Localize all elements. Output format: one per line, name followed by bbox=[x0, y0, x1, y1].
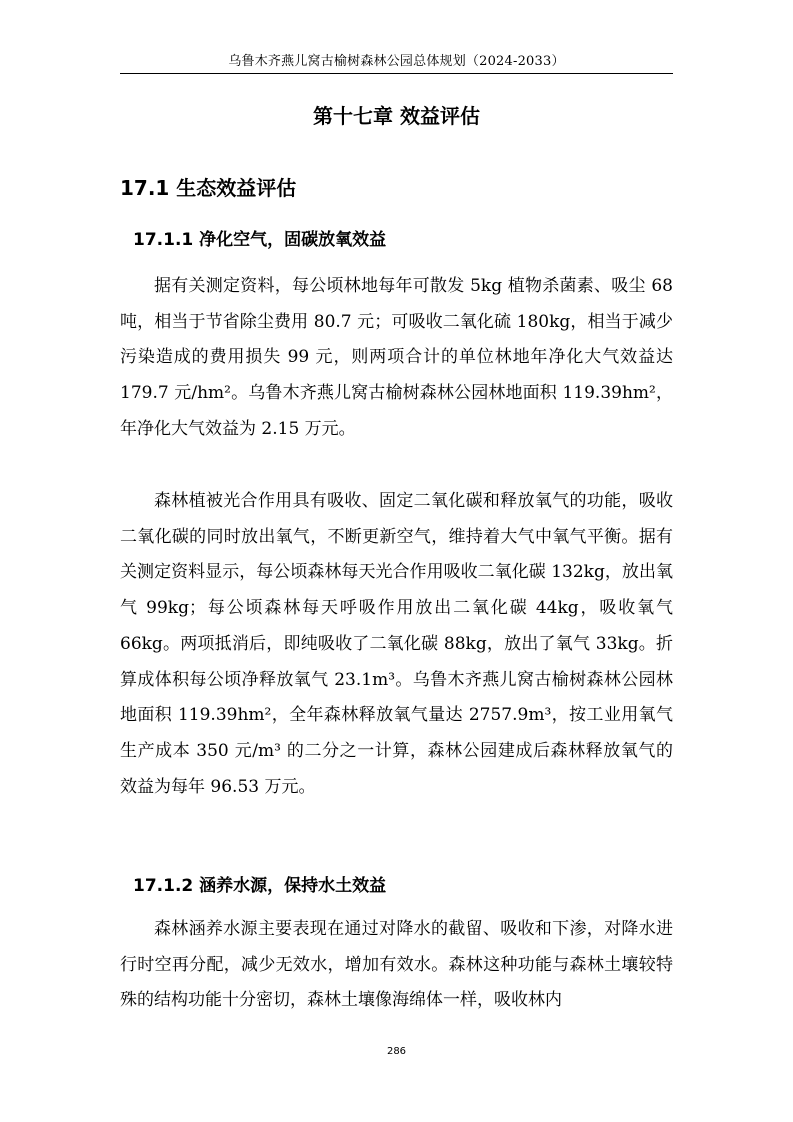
subsection-title-2: 17.1.2 涵养水源，保持水土效益 bbox=[133, 876, 387, 896]
subsection-title-1: 17.1.1 净化空气，固碳放氧效益 bbox=[133, 230, 387, 250]
page-number: 286 bbox=[386, 1046, 407, 1057]
paragraph: 森林植被光合作用具有吸收、固定二氧化碳和释放氧气的功能，吸收二氧化碳的同时放出氧气，不断更新空气，维持着大气中氧气平衡。据有关测定资料显示，每公顷森林每天光合作用吸收二氧化碳 132kg，放出氧气 99kg；每公顷森林每天呼吸作用放出二氧化碳 44kg，吸收氧气 66kg。两项抵消后，即纯吸收了二氧化碳 88kg，放出了氧气 33kg。折算成体积每公顷净释放氧气 23.1m³。乌鲁木齐燕儿窝古榆树森林公园林地面积 119.39hm²，全年森林释放氧气量达 2757.9m³，按工业用氧气生产成本 350 元/m³ 的二分之一计算，森林公园建成后森林释放氧气的效益为每年 96.53 万元。 bbox=[120, 491, 673, 797]
chapter-title: 第十七章 效益评估 bbox=[313, 104, 480, 128]
paragraph: 森林涵养水源主要表现在通过对降水的截留、吸收和下渗，对降水进行时空再分配，减少无效水，增加有效水。森林这种功能与森林土壤较特殊的结构功能十分密切，森林土壤像海绵体一样，吸收林内 bbox=[120, 919, 673, 1011]
section-title: 17.1 生态效益评估 bbox=[120, 176, 297, 200]
header-divider bbox=[120, 73, 673, 74]
running-header: 乌鲁木齐燕儿窝古榆树森林公园总体规划（2024-2033） bbox=[228, 54, 565, 69]
paragraph: 据有关测定资料，每公顷林地每年可散发 5kg 植物杀菌素、吸尘 68 吨，相当于节省除尘费用 80.7 元；可吸收二氧化硫 180kg，相当于减少污染造成的费用损失 99 元，则两项合计的单位林地年净化大气效益达 179.7 元/hm²。乌鲁木齐燕儿窝古榆树森林公园林地面积 119.39hm²，年净化大气效益为 2.15 万元。 bbox=[120, 276, 673, 439]
